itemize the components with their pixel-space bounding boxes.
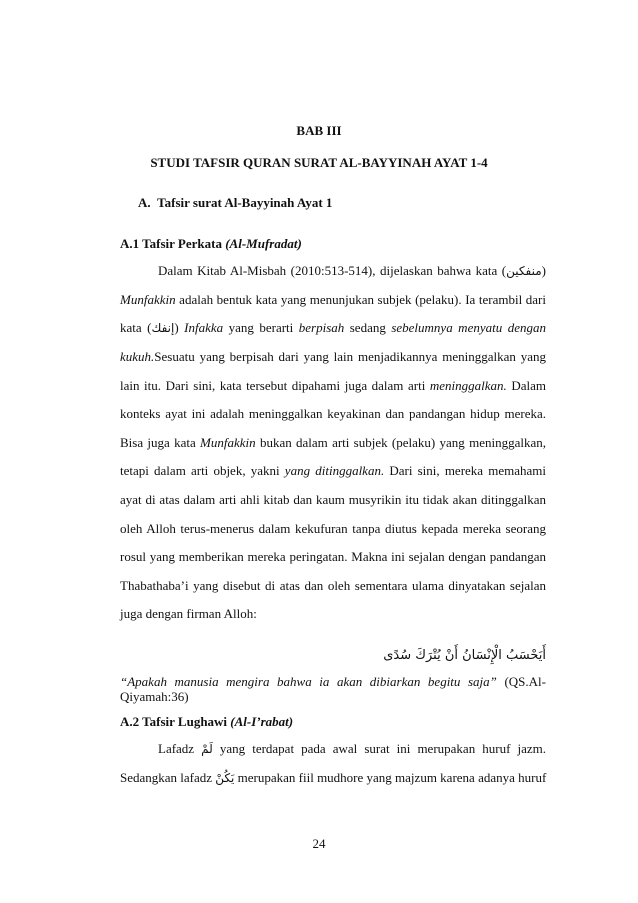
quran-verse-arabic: أَيَحْسَبُ الْإِنْسَانُ أَنْ يُتْرَكَ سُدًى [383,648,546,663]
paragraph-line: oleh Alloh terus-menerus dalam kekufuran tanpa diutus kepada mereka seorang [120,521,546,536]
verse-translation [120,674,546,690]
subsection-title-italic: (Al-Mufradat) [225,236,302,251]
text-span: Dari sini, mereka memahami [384,463,546,478]
paragraph-line [120,770,546,786]
text-span: yang berarti [223,320,299,335]
text-span: bukan dalam arti subjek (pelaku) yang meninggalkan, [255,435,546,450]
verse-reference: (QS.Al- [496,674,546,689]
text-span: yang terdapat pada awal surat ini merupakan huruf jazm. [212,741,546,756]
subsection-title-italic: (Al-I’rabat) [230,714,294,729]
subsection-title: A.1 Tafsir Perkata [120,236,226,251]
arabic-word: إنفك [151,321,175,335]
paragraph-line [120,320,546,336]
verse-reference-line: Qiyamah:36) [120,689,189,704]
italic-term: yang ditinggalkan. [284,463,385,478]
italic-term: kukuh. [120,349,155,364]
arabic-word: لَمْ [201,742,213,756]
paragraph-line [158,263,546,279]
paragraph-line [158,741,546,757]
text-span: merupakan fiil mudhore yang majzum karena adanya huruf [234,770,547,785]
italic-term: meninggalkan. [429,378,507,393]
section-a-heading [138,195,332,211]
text-span: tetapi dalam arti objek, yakni [120,463,285,478]
paragraph-line [120,292,546,308]
text-span: Bisa juga kata [120,435,201,450]
paragraph-line [120,463,546,479]
section-title: Tafsir surat Al-Bayyinah Ayat 1 [157,195,333,210]
italic-term: berpisah [298,320,345,335]
text-span: Sesuatu yang berpisah dari yang lain menjadikannya meninggalkan yang [154,349,546,364]
italic-term: Infakka [184,320,224,335]
paragraph-line: juga dengan firman Alloh: [120,606,257,621]
paragraph-line: konteks ayat ini adalah meninggalkan keyakinan dan pandangan hidup mereka. [120,406,546,421]
paragraph-line: rosul yang memberikan mereka peringatan. Makna ini sejalan dengan pandangan [120,549,546,564]
subsection-title: A.2 Tafsir Lughawi [120,714,231,729]
text-span: ) [174,320,185,335]
paragraph-line [120,349,546,365]
paragraph-line [120,435,546,451]
chapter-heading: BAB III [296,123,342,138]
text-span: sedang [344,320,392,335]
paragraph-line [120,378,546,394]
subsection-a2-heading [120,714,293,730]
page-number: 24 [312,836,326,851]
italic-term: Munfakkin [120,292,176,307]
text-span: Dalam [506,378,546,393]
text-span: ) [541,263,546,278]
text-span: kata ( [120,320,152,335]
text-span: Dalam Kitab Al-Misbah (2010:513-514), dijelaskan bahwa kata ( [158,263,507,278]
text-span: Sedangkan lafadz [120,770,216,785]
chapter-title: STUDI TAFSIR QURAN SURAT AL-BAYYINAH AYAT 1-4 [150,155,488,170]
text-span: lain itu. Dari sini, kata tersebut dipahami juga dalam arti [120,378,430,393]
section-marker: A. [138,195,151,210]
text-span: adalah bentuk kata yang menunjukan subjek (pelaku). Ia terambil dari [175,292,546,307]
subsection-a1-heading [120,236,302,252]
italic-term: sebelumnya menyatu dengan [391,320,546,335]
arabic-word: يَكُنْ [215,771,235,785]
translation-italic: “Apakah manusia mengira bahwa ia akan dibiarkan begitu saja” [120,674,497,689]
paragraph-line: ayat di atas dalam arti ahli kitab dan kaum musyrikin itu tidak akan ditinggalkan [120,492,546,507]
italic-term: Munfakkin [200,435,256,450]
text-span: Lafadz [158,741,202,756]
arabic-word: منفكين [506,264,542,278]
paragraph-line: Thabathaba’i yang disebut di atas dan oleh sementara ulama dinyatakan sejalan [120,578,546,593]
